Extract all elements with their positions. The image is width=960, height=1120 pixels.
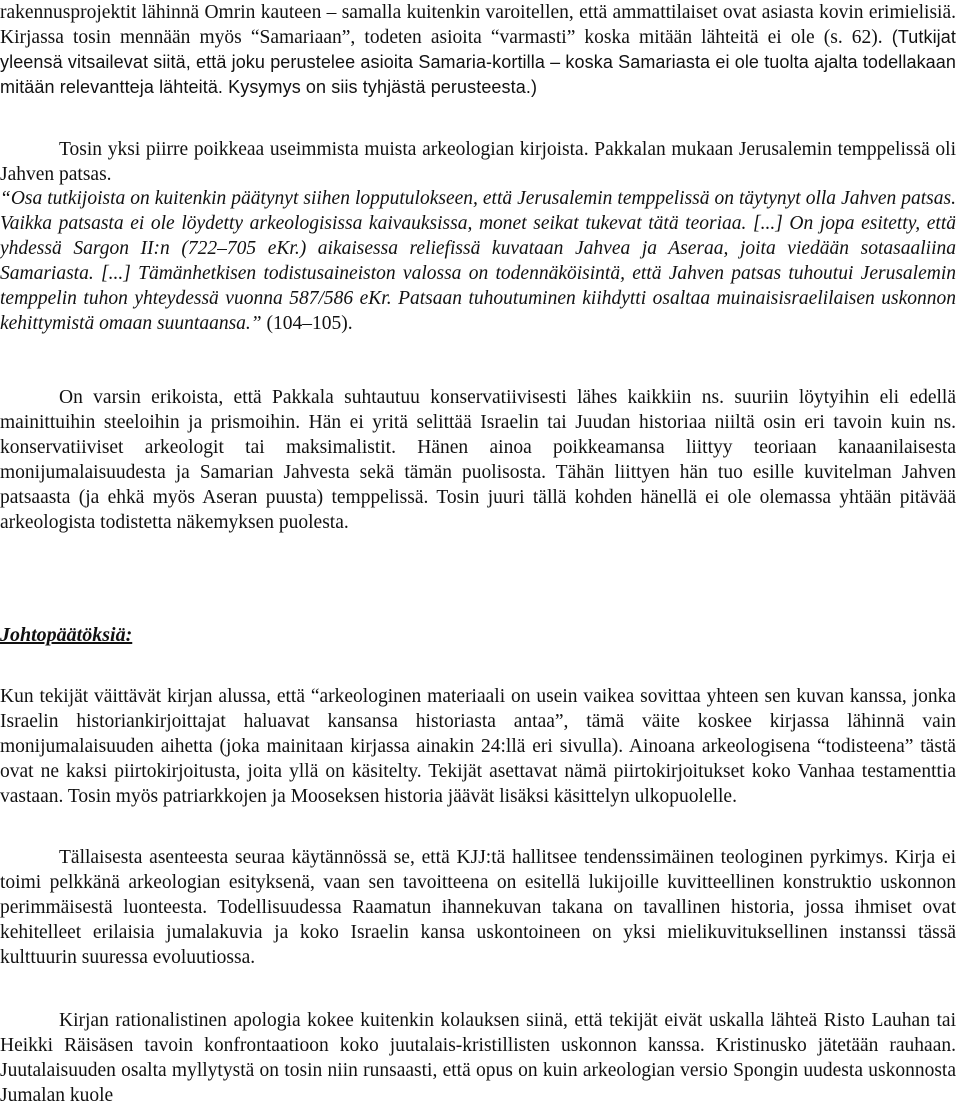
paragraph-conclusion-3: Kirjan rationalistinen apologia kokee kuitenkin kolauksen siinä, että tekijät eivät uskalla lähteä Risto Lauhan tai Heikki Räisäsen tavoin konfrontaatioon koko juutalais-kristillisten uskonnon kanssa. Kristinusko jätetään rauhaan. Juutalaisuuden osalta myllytystä on tosin niin runsaasti, että opus on kuin arkeologian versio Spongin uudesta uskonnosta Jumalan kuole (0, 1010, 956, 1106)
quote-text: “Osa tutkijoista on kuitenkin päätynyt siihen lopputulokseen, että Jerusalemin temppelissä on täytynyt olla Jahven patsas. Vaikka patsasta ei ole löydetty arkeologisissa kaivauksissa, monet seikat tukevat tätä teoriaa. [...] On jopa esitetty, että yhdessä Sargon II:n (722–705 eKr.) aikaisessa reliefissä kuvataan Jahvea ja Aseraa, joita viedään sotasaaliina Samariasta. [...] Tämänhetkisen todistusaineiston valossa on todennäköisintä, että Jahven patsas tuhoutui Jerusalemin temppelin tuhon yhteydessä vuonna 587/586 eKr. Patsaan tuhoutuminen kiihdytti osaltaa muinaisisraelilaisen uskonnon kehittymistä omaan suuntaansa.” (0, 188, 956, 334)
block-quote (0, 186, 956, 336)
paragraph-samaria-text: rakennusprojektit lähinnä Omrin kauteen – samalla kuitenkin varoitellen, että ammattilaiset ovat asiasta kovin erimielisiä. Kirjassa tosin mennään myös “Samariaan”, todeten asioita “varmasti” koska mitään lähteitä ei ole (s. 62). (0, 2, 956, 48)
paragraph-conclusion-1: Kun tekijät väittävät kirjan alussa, että “arkeologinen materiaali on usein vaikea sovittaa yhteen sen kuvan kanssa, jonka Israelin historiankirjoittajat haluavat kansansa historiasta antaa”, tämä väite koskee kirjassa lähinnä vain monijumalaisuuden aihetta (joka mainitaan kirjassa ainakin 24:llä eri sivulla). Ainoana arkeologisena “todisteena” tästä ovat ne kaksi piirtokirjoitusta, joita yllä on käsitelty. Tekijät asettavat nämä piirtokirjoitukset koko Vanhaa testamenttia vastaan. Tosin myös patriarkkojen ja Mooseksen historia jäävät lisäksi käsittelyn ulkopuolelle. (0, 686, 956, 807)
paragraph-conclusion-2: Tällaisesta asenteesta seuraa käytännössä se, että KJJ:tä hallitsee tendenssimäinen teologinen pyrkimys. Kirja ei toimi pelkkänä arkeologian esityksenä, vaan sen tavoitteena on esitellä lukijoille kuvitteellinen konstruktio uskonnon perimmäisestä luonteesta. Todellisuudessa Raamatun ihannekuvan takana on tavallinen historia, jossa ihmiset ovat kehitelleet erilaisia jumalakuvia ja koko Israelin kansa uskontoineen on yksi mielikuvituksellinen instanssi tässä kulttuurin suuressa evoluutiossa. (0, 847, 956, 968)
paragraph-samaria (0, 0, 956, 100)
quote-reference: (104–105). (261, 313, 353, 334)
paragraph-samaria-aside: (Tutkijat yleensä vitsailevat siitä, että joku perustelee asioita Samaria-kortilla – koska Samariasta ei ole tuolta ajalta todellakaan mitään relevantteja lähteitä. Kysymys on siis tyhjästä perusteesta.) (0, 27, 956, 97)
paragraph-conservative: On varsin erikoista, että Pakkala suhtautuu konservatiivisesti lähes kaikkiin ns. suuriin löytyihin eli edellä mainittuihin steeloihin ja prismoihin. Hän ei yritä selittää Israelin tai Juudan historiaa niiltä osin eri tavoin kuin ns. konservatiiviset arkeologit tai maksimalistit. Hänen ainoa poikkeamansa liittyy teoriaan kanaanilaisesta monijumalaisuudesta ja Samarian Jahvesta sekä tämän puolisosta. Tähän liittyen hän tuo esille kuvitelman Jahven patsaasta (ja ehkä myös Aseran puusta) temppelissä. Tosin juuri tällä kohden hänellä ei ole olemassa yhtään pitävää arkeologista todistetta näkemyksen puolesta. (0, 387, 956, 533)
section-heading: Johtopäätöksiä: (0, 624, 133, 646)
paragraph-statue-intro: Tosin yksi piirre poikkeaa useimmista muista arkeologian kirjoista. Pakkalan mukaan Jerusalemin temppelissä oli Jahven patsas. (0, 139, 956, 185)
